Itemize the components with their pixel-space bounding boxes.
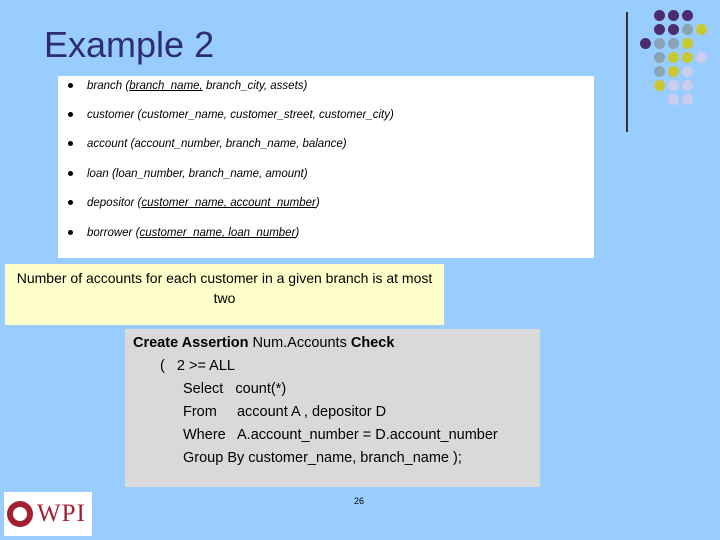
attributes: account_number, branch_name, balance) [134,138,347,150]
decorative-divider [626,12,628,132]
relation-name: branch [87,80,123,92]
decorative-dot [682,80,693,91]
schema-item-loan [68,168,308,180]
assertion-name: Num.Accounts [248,335,351,351]
schema-item-borrower [68,227,299,239]
slide-title: Example 2 [44,24,215,65]
paren: ( [135,227,140,239]
decorative-dot [668,80,679,91]
decorative-dot [640,38,651,49]
decorative-dot [682,10,693,21]
decorative-dot [668,10,679,21]
primary-key: branch_name, [129,80,203,92]
decorative-dot [654,52,665,63]
relation-name: borrower [87,227,133,239]
paren: ( [111,168,116,180]
wpi-logo [4,492,92,536]
decorative-dot [668,52,679,63]
bullet-icon [68,112,73,117]
decorative-dot [654,66,665,77]
bullet-icon [68,141,73,146]
page-number: 26 [354,496,365,506]
paren: ( [137,109,142,121]
paren: ( [125,80,130,92]
primary-key: customer_name, account_number [141,197,316,209]
logo-text: WPI [37,500,86,527]
decorative-dot [668,66,679,77]
code-line-1 [133,335,394,351]
keyword: Check [350,335,395,351]
decorative-dot [654,80,665,91]
decorative-dot [682,52,693,63]
code-line-6: Group By customer_name, branch_name ); [183,450,462,466]
attributes: ) [315,197,320,209]
decorative-dot [682,66,693,77]
bullet-icon [68,230,73,235]
paren: ( [130,138,135,150]
decorative-dot [682,94,693,105]
bullet-icon [68,171,73,176]
decorative-dot [696,24,707,35]
code-line-5: Where A.account_number = D.account_number [183,427,498,443]
decorative-dot [682,38,693,49]
relation-name: depositor [87,197,135,209]
decorative-dot-grid [640,10,710,120]
relation-name: customer [87,109,135,121]
bullet-icon [68,83,73,88]
relation-name: account [87,138,128,150]
attributes: branch_city, assets) [202,80,308,92]
code-line-4: From account A , depositor D [183,404,387,420]
decorative-dot [696,52,707,63]
schema-item-customer [68,109,394,121]
decorative-dot [654,10,665,21]
decorative-dot [668,94,679,105]
decorative-dot [654,24,665,35]
paren: ( [137,197,142,209]
constraint-note: Number of accounts for each customer in a given branch is at most two [5,264,444,325]
schema-list [58,76,594,258]
decorative-dot [682,24,693,35]
decorative-dot [668,24,679,35]
schema-item-branch [68,80,307,92]
keyword: Create Assertion [133,335,249,351]
schema-item-depositor [68,197,320,209]
attributes: customer_name, customer_street, customer_city) [141,109,394,121]
primary-key: customer_name, loan_number [139,227,296,239]
decorative-dot [668,38,679,49]
sql-code-block [125,329,540,487]
decorative-dot [654,38,665,49]
attributes: loan_number, branch_name, amount) [115,168,308,180]
seal-icon [7,501,33,527]
code-line-3: Select count(*) [183,381,287,397]
relation-name: loan [87,168,109,180]
attributes: ) [295,227,300,239]
schema-item-account [68,138,347,150]
code-line-2: ( 2 >= ALL [160,358,235,374]
bullet-icon [68,200,73,205]
